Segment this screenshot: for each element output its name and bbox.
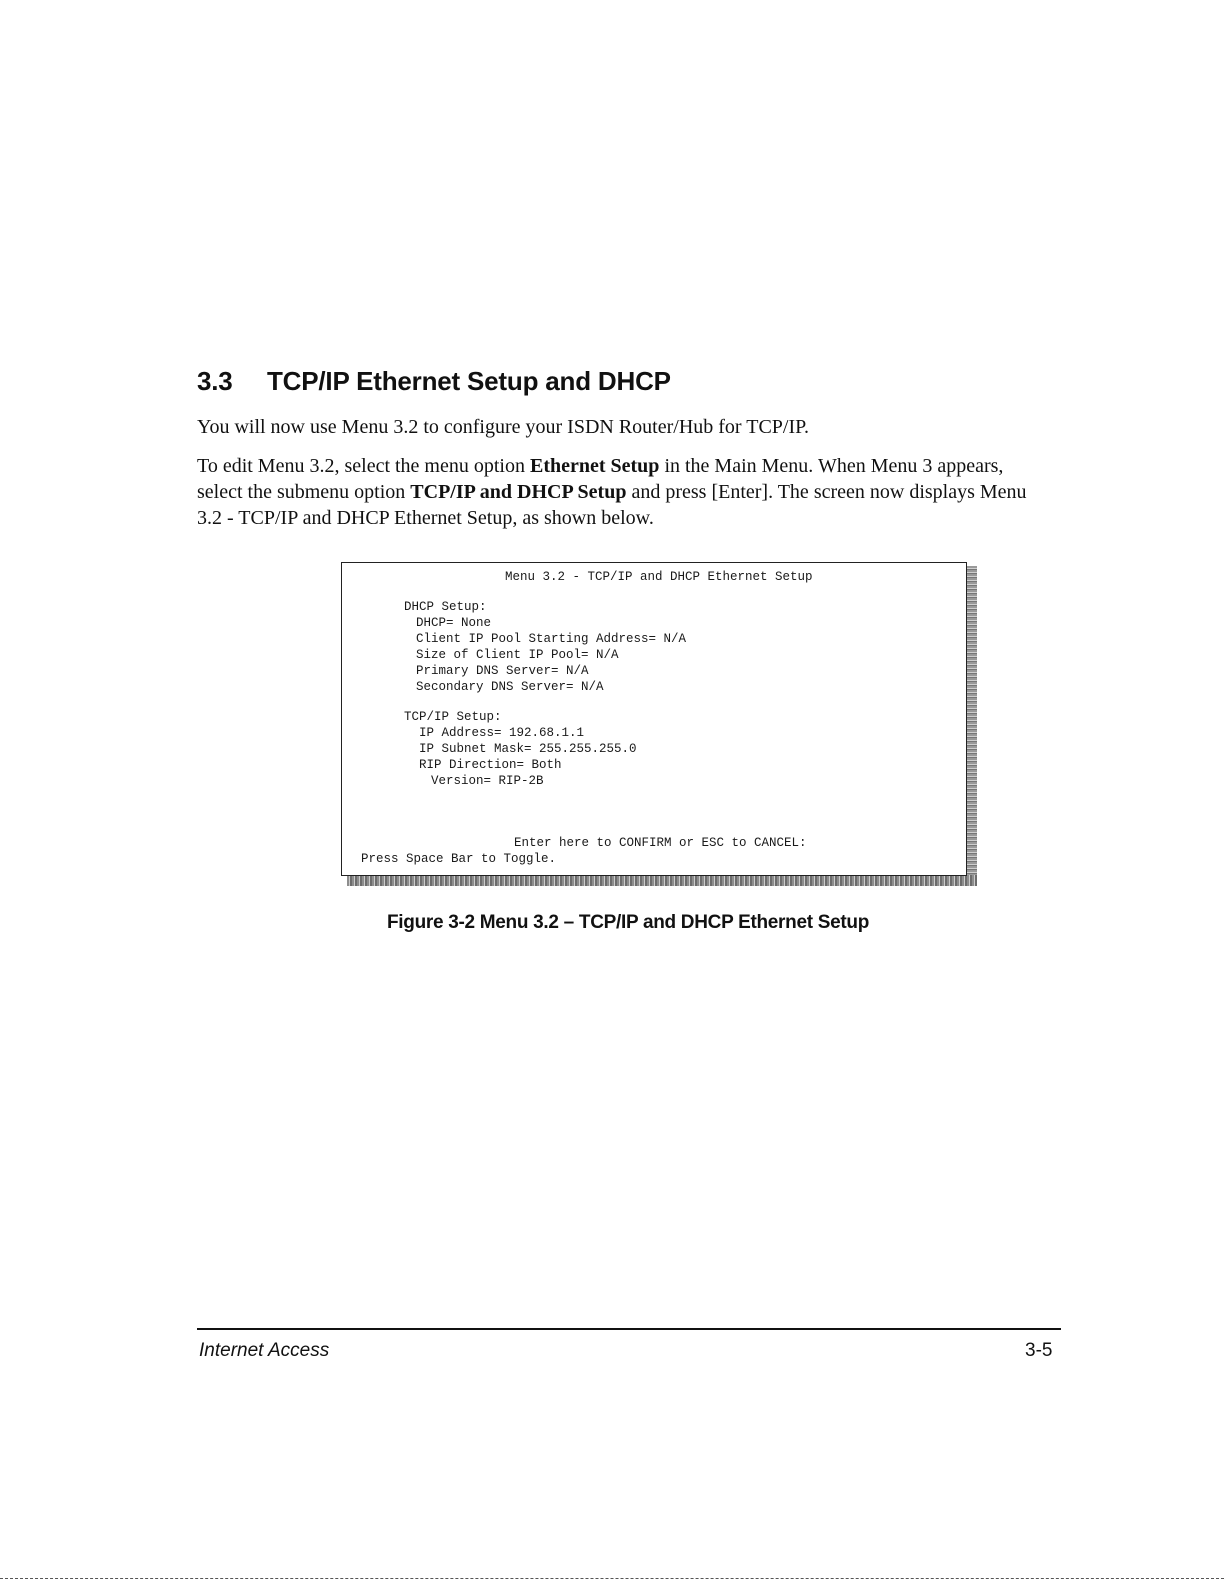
footer-page-number: 3-5 [1025,1340,1053,1361]
client-ip-pool-size-field[interactable]: Size of Client IP Pool= N/A [416,648,619,662]
footer-chapter-title: Internet Access [199,1340,330,1361]
tcpip-dhcp-setup-term: TCP/IP and DHCP Setup [410,481,627,503]
intro-paragraph: You will now use Menu 3.2 to configure your ISDN Router/Hub for TCP/IP. [197,416,810,438]
ethernet-setup-term: Ethernet Setup [529,455,660,477]
terminal-shadow-bottom [347,875,977,886]
figure-caption: Figure 3-2 Menu 3.2 – TCP/IP and DHCP Ethernet Setup [386,912,870,933]
terminal-title: Menu 3.2 - TCP/IP and DHCP Ethernet Setup [505,570,813,584]
section-title: TCP/IP Ethernet Setup and DHCP [267,366,671,396]
client-ip-pool-start-field[interactable]: Client IP Pool Starting Address= N/A [416,632,687,646]
section-heading [197,366,671,397]
rip-version-field[interactable]: Version= RIP-2B [431,774,544,788]
terminal-screen [341,562,967,876]
subnet-mask-field[interactable]: IP Subnet Mask= 255.255.255.0 [419,742,637,756]
ip-address-field[interactable]: IP Address= 192.68.1.1 [419,726,585,740]
dhcp-setup-heading: DHCP Setup: [404,600,487,614]
instructions-paragraph [197,453,1037,531]
dhcp-field[interactable]: DHCP= None [416,616,492,630]
rip-direction-field[interactable]: RIP Direction= Both [419,758,562,772]
confirm-prompt[interactable]: Enter here to CONFIRM or ESC to CANCEL: [514,836,807,850]
footer-divider [197,1328,1061,1330]
scan-edge-line [0,1578,1224,1579]
section-number: 3.3 [197,366,233,396]
instructions-text-1: To edit Menu 3.2, select the menu option [197,455,530,477]
primary-dns-field[interactable]: Primary DNS Server= N/A [416,664,589,678]
toggle-hint: Press Space Bar to Toggle. [361,852,557,866]
instructions-text-3: and press [Enter]. The screen now displays Menu 3.2 - TCP/IP and DHCP Ethernet Setup, as shown below. [197,481,1027,529]
tcpip-setup-heading: TCP/IP Setup: [404,710,502,724]
instructions-text-2: in the Main Menu. When Menu 3 appears, select the submenu option [197,455,1004,503]
secondary-dns-field[interactable]: Secondary DNS Server= N/A [416,680,604,694]
terminal-shadow-right [966,566,977,886]
